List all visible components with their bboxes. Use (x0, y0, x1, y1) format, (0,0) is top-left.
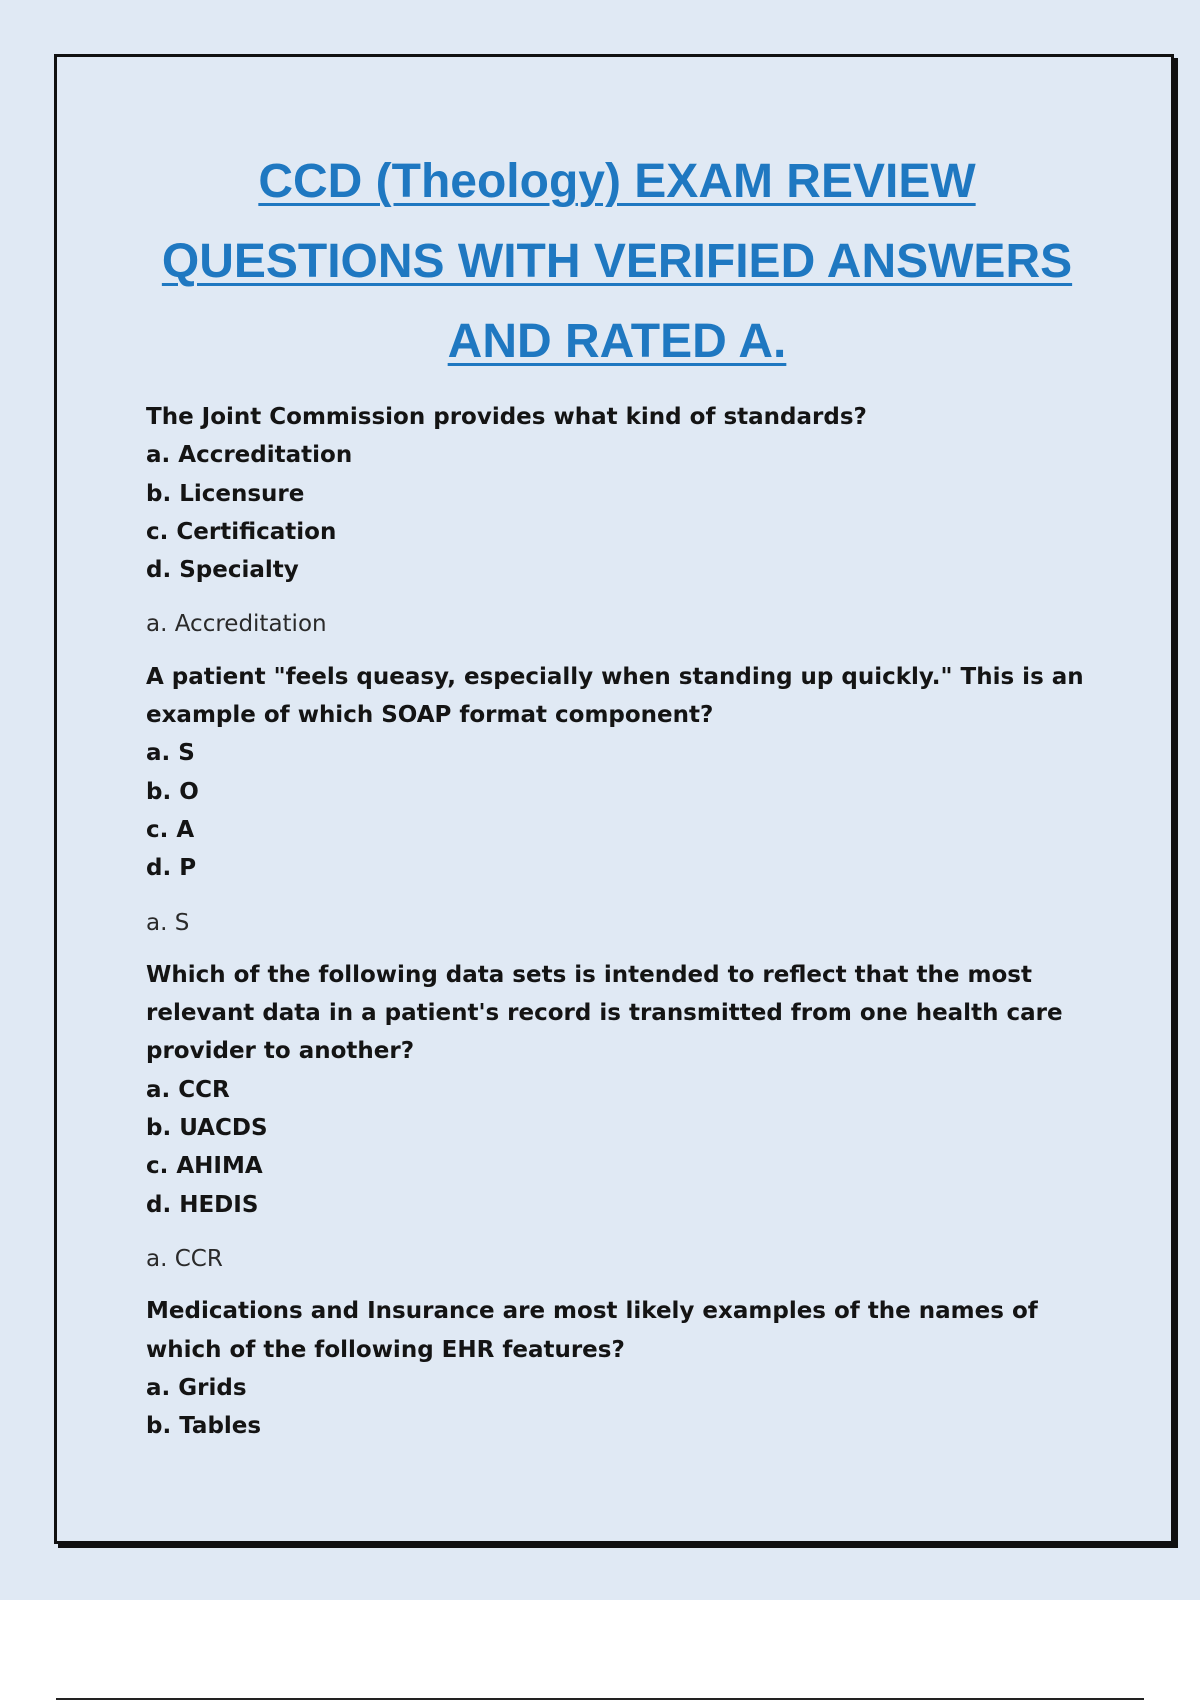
question-answer: a. S (146, 909, 190, 936)
question-option: c. AHIMA (146, 1153, 263, 1180)
question-option: c. A (146, 816, 195, 843)
question-list (146, 398, 1086, 1445)
question-text: The Joint Commission provides what kind of standards? (146, 404, 867, 430)
title-line-1-text: CCD (Theology) EXAM REVIEW (258, 155, 976, 208)
title-line-3-text: AND RATED A. (447, 315, 787, 368)
question-option: b. O (146, 778, 199, 805)
question-answer: a. CCR (146, 1245, 223, 1272)
question-option: b. Licensure (146, 480, 305, 507)
question-option: a. S (146, 740, 195, 767)
question-option: a. CCR (146, 1076, 230, 1103)
question-option: d. HEDIS (146, 1191, 259, 1218)
question-option: d. Specialty (146, 557, 299, 584)
question-option: a. Accreditation (146, 442, 353, 469)
question-block-3 (146, 956, 1086, 1278)
question-option: a. Grids (146, 1374, 247, 1401)
title-line-2 (0, 222, 1200, 302)
question-option: d. P (146, 855, 197, 882)
question-text: A patient "feels queasy, especially when standing up quickly." This is an example of which SOAP format component? (146, 663, 1084, 729)
title-line-1 (0, 142, 1200, 222)
question-block-2 (146, 658, 1086, 942)
question-answer: a. Accreditation (146, 611, 327, 638)
question-option: b. UACDS (146, 1115, 268, 1142)
question-block-1 (146, 398, 1086, 644)
question-text: Medications and Insurance are most likely examples of the names of which of the following EHR features? (146, 1298, 1038, 1363)
title-line-2-text: QUESTIONS WITH VERIFIED ANSWERS (161, 235, 1073, 288)
question-text: Which of the following data sets is intended to reflect that the most relevant data in a patient's record is transmitted from one health care provider to another? (146, 961, 1063, 1065)
question-option: c. Certification (146, 518, 337, 545)
title-line-3 (0, 302, 1200, 382)
question-block-4 (146, 1292, 1086, 1445)
document-title (0, 142, 1200, 382)
question-option: b. Tables (146, 1413, 262, 1440)
